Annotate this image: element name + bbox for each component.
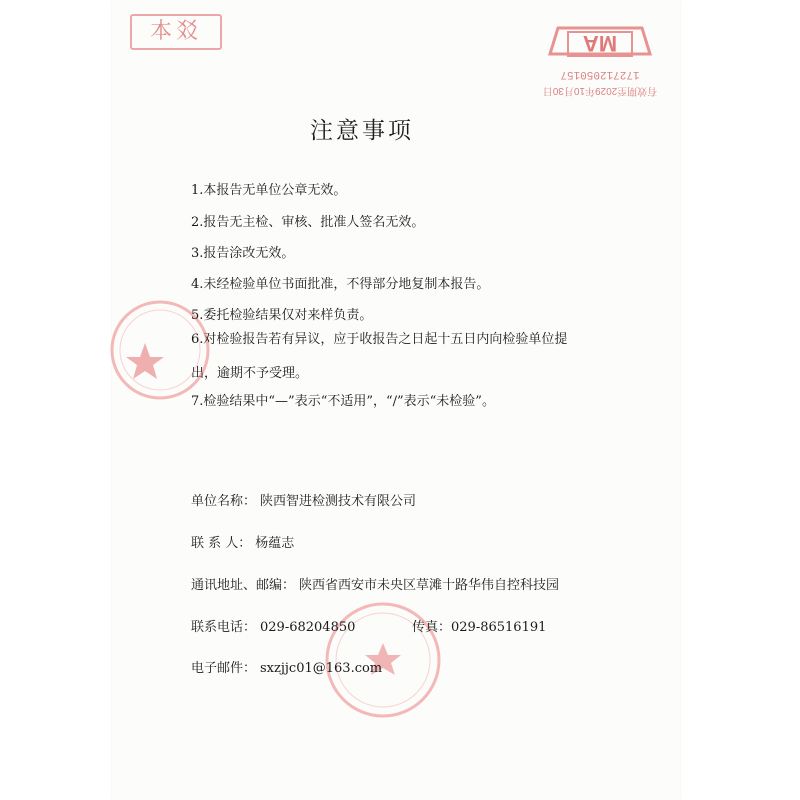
- email-label: 电子邮件：: [191, 661, 257, 676]
- ma-stamp-text: MA: [582, 31, 618, 56]
- page-title: 注意事项: [310, 118, 414, 144]
- ma-certification-stamp: [530, 14, 670, 104]
- address-value: 陕西省西安市未央区草滩十路华伟自控科技园: [299, 578, 560, 593]
- company-value: 陕西智进检测技术有限公司: [260, 494, 417, 509]
- notice-item-4: 4.未经检验单位书面批准，不得部分地复制本报告。: [191, 277, 490, 292]
- notice-item-5: 5.委托检验结果仅对来样负责。: [191, 308, 373, 323]
- top-left-stamp: 本㸚: [130, 14, 222, 50]
- fax-value: 029-86516191: [451, 620, 547, 635]
- fax-label: 传真：: [412, 620, 452, 635]
- notice-item-3: 3.报告涂改无效。: [191, 246, 295, 261]
- notice-item-6: 6.对检验报告若有异议，应于收报告之日起十五日内向检验单位提出，逾期不予受理。: [191, 332, 568, 381]
- contact-person-label: 联 系 人：: [191, 536, 252, 551]
- email-value: sxzjjc01@163.com: [260, 661, 383, 676]
- bleed-through-text: [420, 190, 435, 215]
- phone-label: 联系电话：: [191, 620, 257, 635]
- phone-row: [191, 616, 355, 635]
- contact-person-value: 杨蕴志: [255, 536, 295, 551]
- address-row: [191, 574, 559, 593]
- fax-row: [412, 616, 546, 635]
- phone-value: 029-68204850: [260, 620, 356, 635]
- ma-stamp-number: 172712050157: [560, 68, 640, 80]
- ma-stamp-date: 有效期至2029年10月30日: [542, 85, 658, 96]
- notice-item-7: 7.检验结果中“—”表示“不适用”，“/”表示“未检验”。: [191, 394, 495, 409]
- company-label: 单位名称：: [191, 494, 257, 509]
- notice-item-2: 2.报告无主检、审核、批准人签名无效。: [191, 215, 425, 230]
- company-row: [191, 490, 416, 509]
- notice-item-1: 1.本报告无单位公章无效。: [191, 183, 347, 198]
- address-label: 通讯地址、邮编：: [191, 578, 296, 593]
- contact-person-row: [191, 532, 294, 551]
- email-row: [191, 657, 382, 676]
